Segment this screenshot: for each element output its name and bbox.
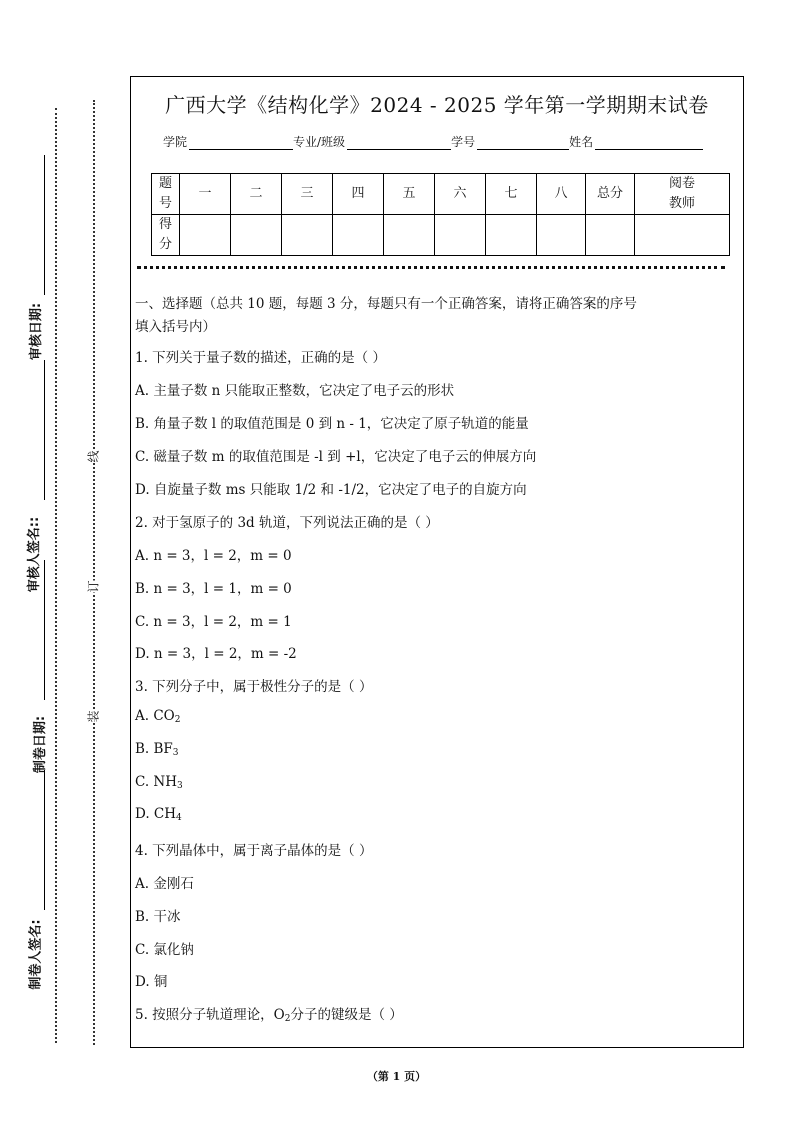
q5-stem [135, 1003, 403, 1024]
q2-stem: 2. 对于氢原子的 3d 轨道，下列说法正确的是（ ） [135, 515, 439, 531]
q3-c-sub: 3 [177, 781, 183, 791]
col-8: 八 [537, 174, 586, 215]
row1-label-cell [152, 174, 180, 215]
q1-stem: 1. 下列关于量子数的描述，正确的是（ ） [135, 350, 386, 366]
col-2: 二 [231, 174, 282, 215]
score-cell-3[interactable] [282, 215, 333, 256]
row1-label-bottom: 号 [158, 196, 172, 211]
q3-b-sub: 3 [172, 748, 179, 758]
reviewer-sign-line [44, 360, 45, 500]
col-1: 一 [180, 174, 231, 215]
line-char: 线 [86, 450, 101, 463]
reviewer-sign-label: 审核人签名:: [27, 516, 43, 593]
q2-option-a: A. n = 3，l = 2，m = 0 [135, 548, 292, 564]
q4-option-a: A. 金刚石 [135, 876, 194, 892]
q3-stem: 3. 下列分子中，属于极性分子的是（ ） [135, 679, 373, 695]
score-table-header-row [152, 174, 730, 215]
name-field[interactable] [595, 135, 703, 150]
prep-date-line [44, 560, 45, 700]
q2-option-c: C. n = 3，l = 2，m = 1 [135, 614, 292, 630]
review-date-line [44, 155, 45, 295]
prep-sign-line [44, 770, 45, 910]
q3-b-text: B. BF [135, 741, 173, 757]
q5-text-1: 5. 按照分子轨道理论，O [135, 1007, 285, 1023]
q3-a-sub: 2 [174, 715, 181, 725]
q3-option-a [135, 708, 180, 725]
page-footer: （第 1 页） [366, 1070, 427, 1083]
q2-option-d: D. n = 3，l = 2，m = -2 [135, 646, 297, 662]
name-label: 姓名 [569, 135, 594, 149]
student-id-label: 学号 [451, 135, 476, 149]
col-5: 五 [384, 174, 435, 215]
q1-option-d: D. 自旋量子数 ms 只能取 1/2 和 -1/2，它决定了电子的自旋方向 [135, 482, 527, 498]
reviewer-top: 阅卷 [668, 176, 695, 191]
score-table [151, 173, 730, 256]
college-label: 学院 [163, 135, 188, 149]
section-heading-2: 填入括号内） [135, 319, 216, 335]
q3-option-d [135, 806, 182, 823]
major-field[interactable] [347, 135, 451, 150]
score-cell-reviewer[interactable] [635, 215, 730, 256]
major-label: 专业/班级 [293, 135, 346, 149]
staple-char: 订 [86, 580, 101, 593]
q4-option-c: C. 氯化钠 [135, 942, 194, 958]
q4-stem: 4. 下列晶体中，属于离子晶体的是（ ） [135, 843, 373, 859]
score-cell-2[interactable] [231, 215, 282, 256]
q3-option-c [135, 774, 183, 791]
inner-dotted-line [93, 100, 95, 1045]
col-3: 三 [282, 174, 333, 215]
q1-option-b: B. 角量子数 l 的取值范围是 0 到 n - 1，它决定了原子轨道的能量 [135, 416, 529, 432]
student-id-field[interactable] [477, 135, 569, 150]
score-table-score-row [152, 215, 730, 256]
row2-label-bottom: 分 [158, 237, 172, 252]
q3-option-b [135, 741, 179, 758]
q3-c-text: C. NH [135, 774, 178, 790]
q1-option-c: C. 磁量子数 m 的取值范围是 -l 到 +l，它决定了电子云的伸展方向 [135, 449, 537, 465]
q4-option-b: B. 干冰 [135, 909, 181, 925]
q3-d-sub: 4 [176, 813, 182, 823]
row2-label-top: 得 [158, 217, 172, 232]
score-cell-4[interactable] [333, 215, 384, 256]
score-cell-7[interactable] [486, 215, 537, 256]
prep-sign-label: 制卷人签名: [28, 919, 44, 990]
page-title: 广西大学《结构化学》2024 - 2025 学年第一学期期末试卷 [165, 93, 709, 117]
bind-char: 装 [86, 710, 101, 723]
row1-label-top: 题 [158, 176, 172, 191]
q2-option-b: B. n = 3，l = 1，m = 0 [135, 581, 292, 597]
score-cell-1[interactable] [180, 215, 231, 256]
outer-dotted-line [55, 108, 57, 1043]
col-total: 总分 [586, 174, 635, 215]
reviewer-bottom: 教师 [668, 196, 695, 211]
score-cell-5[interactable] [384, 215, 435, 256]
col-7: 七 [486, 174, 537, 215]
student-info-row [163, 133, 703, 150]
q3-a-text: A. CO [135, 708, 175, 724]
score-cell-total[interactable] [586, 215, 635, 256]
college-field[interactable] [189, 135, 293, 150]
reviewer-cell [635, 174, 730, 215]
q4-option-d: D. 铜 [135, 974, 168, 990]
col-4: 四 [333, 174, 384, 215]
review-date-label: 审核日期: [29, 302, 45, 361]
col-6: 六 [435, 174, 486, 215]
q5-text-2: 分子的键级是（ ） [290, 1007, 403, 1023]
q1-option-a: A. 主量子数 n 只能取正整数，它决定了电子云的形状 [135, 383, 455, 399]
prep-date-label: 制卷日期: [33, 715, 49, 774]
section-heading-1: 一、选择题（总共 10 题，每题 3 分，每题只有一个正确答案，请将正确答案的序号 [135, 296, 637, 312]
dotted-separator [137, 266, 725, 269]
row2-label-cell [152, 215, 180, 256]
score-cell-6[interactable] [435, 215, 486, 256]
q3-d-text: D. CH [135, 806, 177, 822]
q5-sub: 2 [284, 1014, 291, 1024]
score-cell-8[interactable] [537, 215, 586, 256]
